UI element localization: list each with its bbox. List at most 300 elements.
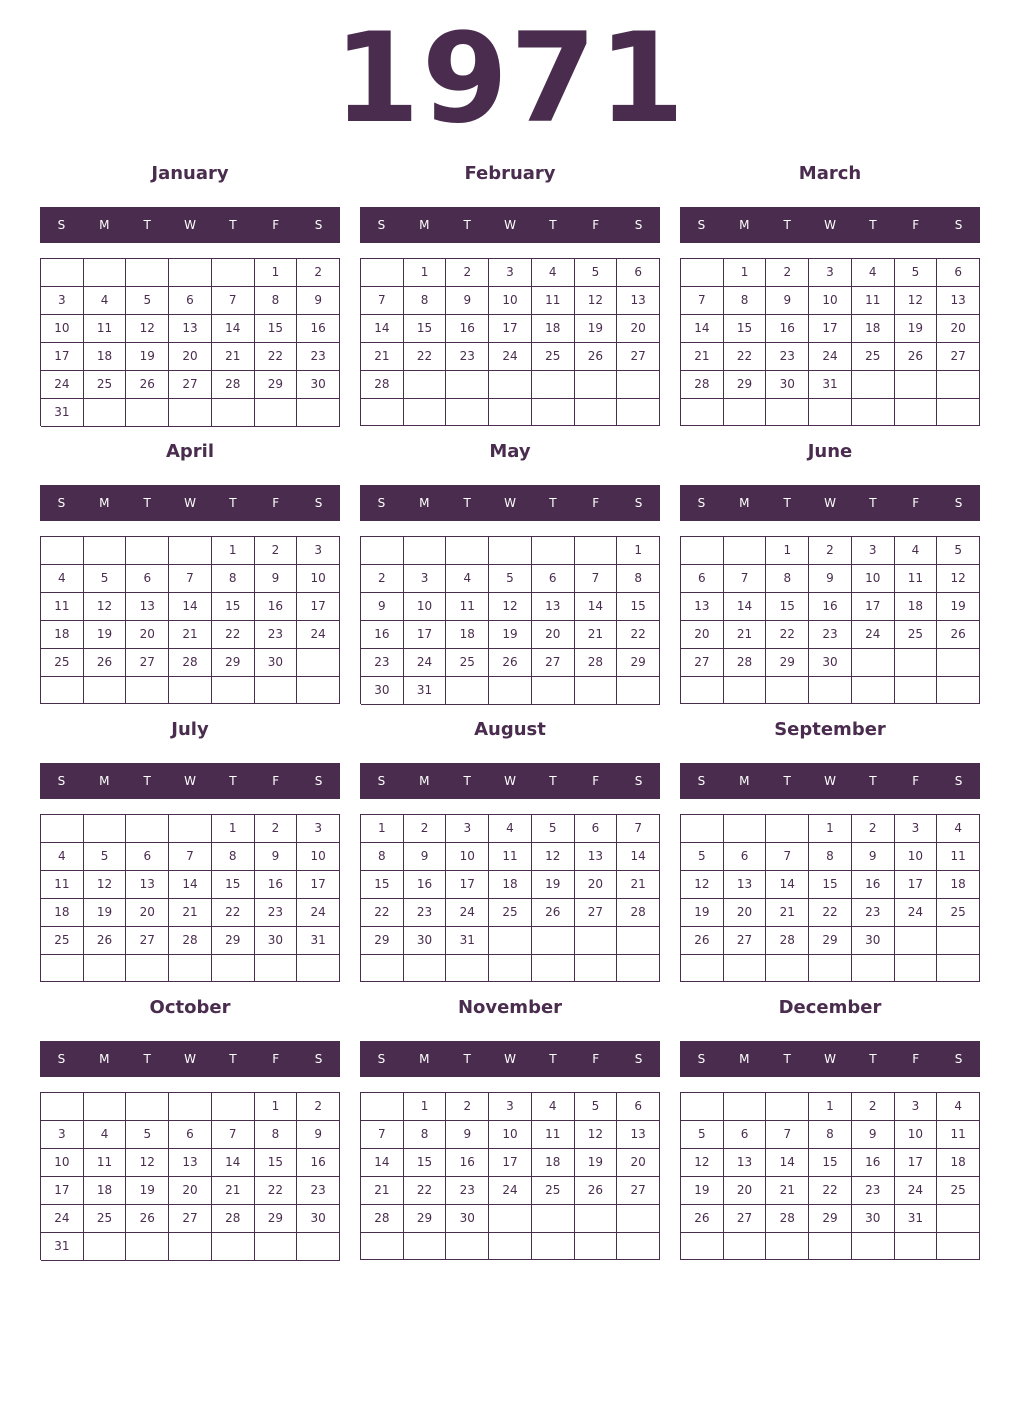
- day-cell: 2: [766, 259, 809, 287]
- day-cell: 20: [532, 621, 575, 649]
- empty-day-cell: [361, 955, 404, 982]
- day-cell: 5: [895, 259, 938, 287]
- empty-day-cell: [895, 927, 938, 955]
- empty-day-cell: [297, 1233, 340, 1261]
- day-cell: 21: [575, 621, 618, 649]
- day-cell: 13: [681, 593, 724, 621]
- day-cell: 5: [575, 259, 618, 287]
- day-cell: 24: [41, 1205, 84, 1233]
- day-cell: 29: [255, 1205, 298, 1233]
- day-cell: 17: [41, 1177, 84, 1205]
- day-cell: 9: [852, 843, 895, 871]
- day-cell: 19: [681, 1177, 724, 1205]
- day-cell: 9: [809, 565, 852, 593]
- day-cell: 23: [404, 899, 447, 927]
- empty-day-cell: [446, 399, 489, 426]
- day-cell: 11: [532, 1121, 575, 1149]
- empty-day-cell: [575, 1205, 618, 1233]
- empty-day-cell: [126, 815, 169, 843]
- month-name: March: [798, 163, 862, 184]
- day-cell: 8: [212, 565, 255, 593]
- empty-day-cell: [895, 1233, 938, 1260]
- empty-day-cell: [766, 677, 809, 704]
- weekday-label: M: [419, 774, 430, 788]
- day-grid: [40, 1092, 340, 1260]
- empty-day-cell: [41, 815, 84, 843]
- day-cell: 30: [404, 927, 447, 955]
- day-cell: 11: [446, 593, 489, 621]
- day-cell: 30: [297, 371, 340, 399]
- month-june: [680, 440, 980, 704]
- day-cell: 20: [724, 1177, 767, 1205]
- empty-day-cell: [809, 1233, 852, 1260]
- day-cell: 30: [255, 927, 298, 955]
- day-cell: 23: [852, 1177, 895, 1205]
- day-cell: 24: [852, 621, 895, 649]
- empty-day-cell: [681, 1233, 724, 1260]
- day-cell: 9: [255, 843, 298, 871]
- day-cell: 12: [126, 1149, 169, 1177]
- day-cell: 5: [84, 565, 127, 593]
- weekday-label: S: [697, 774, 706, 788]
- day-cell: 28: [766, 1205, 809, 1233]
- empty-day-cell: [126, 1093, 169, 1121]
- empty-day-cell: [84, 1233, 127, 1261]
- empty-day-cell: [489, 371, 532, 399]
- month-name: November: [457, 997, 563, 1018]
- day-cell: 8: [255, 1121, 298, 1149]
- day-cell: 24: [297, 899, 340, 927]
- day-cell: 15: [361, 871, 404, 899]
- day-cell: 26: [681, 927, 724, 955]
- day-cell: 18: [532, 1149, 575, 1177]
- weekday-label: T: [783, 774, 791, 788]
- day-cell: 10: [852, 565, 895, 593]
- day-cell: 6: [937, 259, 980, 287]
- day-cell: 13: [724, 871, 767, 899]
- day-cell: 14: [766, 1149, 809, 1177]
- day-cell: 28: [724, 649, 767, 677]
- weekday-header: [680, 485, 980, 521]
- day-cell: 13: [532, 593, 575, 621]
- day-cell: 21: [617, 871, 660, 899]
- empty-day-cell: [212, 399, 255, 427]
- weekday-label: W: [184, 496, 196, 510]
- weekday-label: M: [739, 496, 750, 510]
- empty-day-cell: [532, 1233, 575, 1260]
- day-cell: 2: [446, 1093, 489, 1121]
- day-cell: 7: [724, 565, 767, 593]
- day-cell: 9: [766, 287, 809, 315]
- empty-day-cell: [937, 399, 980, 426]
- day-cell: 20: [681, 621, 724, 649]
- day-cell: 12: [489, 593, 532, 621]
- day-cell: 19: [575, 315, 618, 343]
- day-cell: 30: [255, 649, 298, 677]
- day-cell: 19: [937, 593, 980, 621]
- day-cell: 5: [575, 1093, 618, 1121]
- day-cell: 25: [41, 649, 84, 677]
- empty-day-cell: [895, 371, 938, 399]
- day-cell: 9: [297, 1121, 340, 1149]
- day-grid: [680, 536, 980, 704]
- day-cell: 8: [809, 1121, 852, 1149]
- empty-day-cell: [489, 537, 532, 565]
- day-cell: 7: [617, 815, 660, 843]
- weekday-label: W: [824, 496, 836, 510]
- day-cell: 18: [489, 871, 532, 899]
- empty-day-cell: [212, 1233, 255, 1261]
- day-cell: 23: [766, 343, 809, 371]
- day-cell: 19: [126, 343, 169, 371]
- day-cell: 31: [41, 399, 84, 427]
- day-cell: 26: [84, 927, 127, 955]
- day-cell: 23: [446, 343, 489, 371]
- day-cell: 25: [84, 1205, 127, 1233]
- empty-day-cell: [895, 677, 938, 704]
- empty-day-cell: [404, 1233, 447, 1260]
- month-name: July: [171, 719, 209, 740]
- empty-day-cell: [255, 399, 298, 427]
- day-cell: 2: [852, 1093, 895, 1121]
- month-name: September: [774, 719, 886, 740]
- day-cell: 30: [852, 927, 895, 955]
- month-march: [680, 162, 980, 426]
- empty-day-cell: [297, 649, 340, 677]
- day-cell: 8: [255, 287, 298, 315]
- day-cell: 19: [895, 315, 938, 343]
- day-cell: 21: [361, 343, 404, 371]
- day-cell: 26: [681, 1205, 724, 1233]
- day-cell: 1: [255, 1093, 298, 1121]
- month-january: [40, 162, 340, 426]
- day-cell: 9: [446, 1121, 489, 1149]
- day-cell: 7: [169, 843, 212, 871]
- day-cell: 22: [361, 899, 404, 927]
- day-cell: 30: [766, 371, 809, 399]
- day-cell: 24: [297, 621, 340, 649]
- day-cell: 11: [41, 593, 84, 621]
- day-cell: 21: [681, 343, 724, 371]
- day-cell: 15: [255, 315, 298, 343]
- weekday-label: W: [824, 774, 836, 788]
- day-cell: 24: [809, 343, 852, 371]
- day-cell: 19: [489, 621, 532, 649]
- day-cell: 14: [766, 871, 809, 899]
- weekday-label: F: [592, 218, 600, 232]
- day-cell: 3: [297, 537, 340, 565]
- weekday-label: M: [739, 1052, 750, 1066]
- empty-day-cell: [895, 955, 938, 982]
- day-cell: 5: [84, 843, 127, 871]
- day-cell: 19: [575, 1149, 618, 1177]
- empty-day-cell: [617, 371, 660, 399]
- day-cell: 26: [126, 371, 169, 399]
- day-cell: 1: [212, 537, 255, 565]
- day-cell: 27: [617, 343, 660, 371]
- month-july: [40, 718, 340, 982]
- empty-day-cell: [255, 677, 298, 704]
- weekday-label: F: [912, 1052, 920, 1066]
- empty-day-cell: [617, 1205, 660, 1233]
- weekday-label: M: [739, 774, 750, 788]
- empty-day-cell: [766, 1233, 809, 1260]
- day-cell: 22: [212, 899, 255, 927]
- empty-day-cell: [489, 399, 532, 426]
- weekday-label: W: [184, 218, 196, 232]
- day-cell: 16: [255, 593, 298, 621]
- day-cell: 4: [532, 259, 575, 287]
- empty-day-cell: [532, 399, 575, 426]
- day-cell: 28: [361, 1205, 404, 1233]
- empty-day-cell: [724, 677, 767, 704]
- empty-day-cell: [617, 955, 660, 982]
- empty-day-cell: [724, 955, 767, 982]
- day-cell: 11: [489, 843, 532, 871]
- empty-day-cell: [84, 1093, 127, 1121]
- weekday-label: M: [99, 774, 110, 788]
- day-cell: 29: [255, 371, 298, 399]
- empty-day-cell: [297, 955, 340, 982]
- day-cell: 18: [41, 899, 84, 927]
- day-cell: 22: [404, 343, 447, 371]
- weekday-label: T: [869, 218, 877, 232]
- empty-day-cell: [809, 399, 852, 426]
- day-cell: 25: [41, 927, 84, 955]
- month-name: February: [464, 163, 556, 184]
- day-cell: 18: [41, 621, 84, 649]
- day-cell: 20: [575, 871, 618, 899]
- day-cell: 25: [852, 343, 895, 371]
- day-cell: 30: [809, 649, 852, 677]
- day-cell: 6: [532, 565, 575, 593]
- day-cell: 22: [212, 621, 255, 649]
- day-cell: 28: [766, 927, 809, 955]
- day-cell: 17: [489, 1149, 532, 1177]
- day-cell: 10: [41, 315, 84, 343]
- day-cell: 8: [361, 843, 404, 871]
- day-cell: 12: [126, 315, 169, 343]
- empty-day-cell: [361, 259, 404, 287]
- weekday-header: [360, 1041, 660, 1077]
- day-cell: 18: [895, 593, 938, 621]
- weekday-label: T: [463, 774, 471, 788]
- day-cell: 11: [937, 1121, 980, 1149]
- day-cell: 4: [41, 565, 84, 593]
- weekday-label: F: [912, 774, 920, 788]
- day-cell: 10: [809, 287, 852, 315]
- empty-day-cell: [852, 399, 895, 426]
- empty-day-cell: [446, 1233, 489, 1260]
- day-cell: 29: [212, 649, 255, 677]
- day-cell: 6: [617, 1093, 660, 1121]
- day-cell: 14: [681, 315, 724, 343]
- day-cell: 20: [724, 899, 767, 927]
- weekday-label: S: [697, 218, 706, 232]
- weekday-label: S: [634, 1052, 643, 1066]
- weekday-header: [40, 485, 340, 521]
- day-cell: 29: [809, 927, 852, 955]
- day-cell: 7: [361, 287, 404, 315]
- day-cell: 8: [617, 565, 660, 593]
- weekday-label: T: [463, 496, 471, 510]
- day-cell: 26: [895, 343, 938, 371]
- day-cell: 4: [41, 843, 84, 871]
- day-cell: 14: [617, 843, 660, 871]
- empty-day-cell: [404, 955, 447, 982]
- empty-day-cell: [575, 927, 618, 955]
- empty-day-cell: [617, 927, 660, 955]
- weekday-label: S: [954, 1052, 963, 1066]
- day-cell: 14: [361, 1149, 404, 1177]
- day-cell: 10: [895, 843, 938, 871]
- day-cell: 3: [489, 1093, 532, 1121]
- day-cell: 11: [937, 843, 980, 871]
- day-cell: 4: [532, 1093, 575, 1121]
- day-cell: 17: [852, 593, 895, 621]
- empty-day-cell: [297, 677, 340, 704]
- day-cell: 26: [126, 1205, 169, 1233]
- day-grid: [40, 536, 340, 704]
- empty-day-cell: [489, 1233, 532, 1260]
- weekday-label: T: [869, 496, 877, 510]
- day-cell: 1: [212, 815, 255, 843]
- day-grid: [680, 814, 980, 982]
- empty-day-cell: [532, 955, 575, 982]
- empty-day-cell: [84, 955, 127, 982]
- day-cell: 30: [446, 1205, 489, 1233]
- empty-day-cell: [575, 955, 618, 982]
- empty-day-cell: [766, 1093, 809, 1121]
- day-cell: 11: [532, 287, 575, 315]
- day-cell: 12: [681, 1149, 724, 1177]
- day-cell: 21: [212, 1177, 255, 1205]
- empty-day-cell: [84, 815, 127, 843]
- day-cell: 18: [852, 315, 895, 343]
- day-cell: 4: [852, 259, 895, 287]
- day-cell: 11: [852, 287, 895, 315]
- day-cell: 7: [212, 287, 255, 315]
- day-cell: 22: [809, 1177, 852, 1205]
- day-cell: 3: [446, 815, 489, 843]
- day-cell: 25: [937, 899, 980, 927]
- day-cell: 12: [895, 287, 938, 315]
- empty-day-cell: [212, 1093, 255, 1121]
- day-cell: 16: [446, 1149, 489, 1177]
- day-cell: 20: [169, 1177, 212, 1205]
- empty-day-cell: [766, 815, 809, 843]
- day-cell: 29: [617, 649, 660, 677]
- day-cell: 6: [681, 565, 724, 593]
- day-cell: 26: [532, 899, 575, 927]
- empty-day-cell: [404, 399, 447, 426]
- weekday-label: M: [419, 496, 430, 510]
- day-cell: 21: [212, 343, 255, 371]
- day-cell: 22: [724, 343, 767, 371]
- empty-day-cell: [937, 371, 980, 399]
- day-cell: 18: [532, 315, 575, 343]
- day-cell: 20: [126, 621, 169, 649]
- empty-day-cell: [255, 955, 298, 982]
- day-cell: 23: [297, 1177, 340, 1205]
- empty-day-cell: [169, 677, 212, 704]
- month-october: [40, 996, 340, 1260]
- empty-day-cell: [361, 399, 404, 426]
- day-cell: 15: [617, 593, 660, 621]
- empty-day-cell: [489, 1205, 532, 1233]
- weekday-label: M: [99, 496, 110, 510]
- weekday-label: W: [504, 1052, 516, 1066]
- day-cell: 2: [404, 815, 447, 843]
- weekday-label: M: [99, 218, 110, 232]
- day-cell: 7: [212, 1121, 255, 1149]
- empty-day-cell: [41, 955, 84, 982]
- weekday-label: S: [377, 774, 386, 788]
- day-cell: 23: [361, 649, 404, 677]
- empty-day-cell: [446, 677, 489, 705]
- day-grid: [680, 258, 980, 426]
- day-cell: 26: [489, 649, 532, 677]
- empty-day-cell: [212, 259, 255, 287]
- empty-day-cell: [489, 927, 532, 955]
- day-cell: 6: [169, 1121, 212, 1149]
- day-grid: [40, 814, 340, 982]
- day-cell: 23: [446, 1177, 489, 1205]
- empty-day-cell: [169, 399, 212, 427]
- month-september: [680, 718, 980, 982]
- empty-day-cell: [361, 1233, 404, 1260]
- weekday-label: S: [377, 496, 386, 510]
- weekday-label: T: [869, 1052, 877, 1066]
- weekday-label: T: [143, 218, 151, 232]
- empty-day-cell: [41, 677, 84, 704]
- empty-day-cell: [681, 955, 724, 982]
- day-cell: 25: [895, 621, 938, 649]
- empty-day-cell: [532, 537, 575, 565]
- day-cell: 13: [169, 315, 212, 343]
- day-cell: 13: [937, 287, 980, 315]
- day-grid: [360, 258, 660, 426]
- day-cell: 27: [681, 649, 724, 677]
- weekday-label: T: [549, 218, 557, 232]
- empty-day-cell: [169, 537, 212, 565]
- weekday-label: T: [229, 774, 237, 788]
- day-cell: 16: [255, 871, 298, 899]
- day-cell: 31: [809, 371, 852, 399]
- empty-day-cell: [361, 1093, 404, 1121]
- empty-day-cell: [446, 371, 489, 399]
- weekday-label: S: [314, 496, 323, 510]
- weekday-label: W: [184, 774, 196, 788]
- empty-day-cell: [126, 1233, 169, 1261]
- weekday-label: T: [783, 1052, 791, 1066]
- day-cell: 2: [809, 537, 852, 565]
- day-cell: 1: [404, 1093, 447, 1121]
- day-cell: 15: [404, 315, 447, 343]
- day-cell: 8: [212, 843, 255, 871]
- empty-day-cell: [41, 1093, 84, 1121]
- day-cell: 13: [575, 843, 618, 871]
- empty-day-cell: [212, 955, 255, 982]
- empty-day-cell: [724, 1093, 767, 1121]
- empty-day-cell: [84, 259, 127, 287]
- weekday-label: W: [824, 1052, 836, 1066]
- empty-day-cell: [126, 677, 169, 704]
- weekday-header: [680, 763, 980, 799]
- weekday-label: T: [463, 1052, 471, 1066]
- empty-day-cell: [404, 371, 447, 399]
- day-cell: 29: [361, 927, 404, 955]
